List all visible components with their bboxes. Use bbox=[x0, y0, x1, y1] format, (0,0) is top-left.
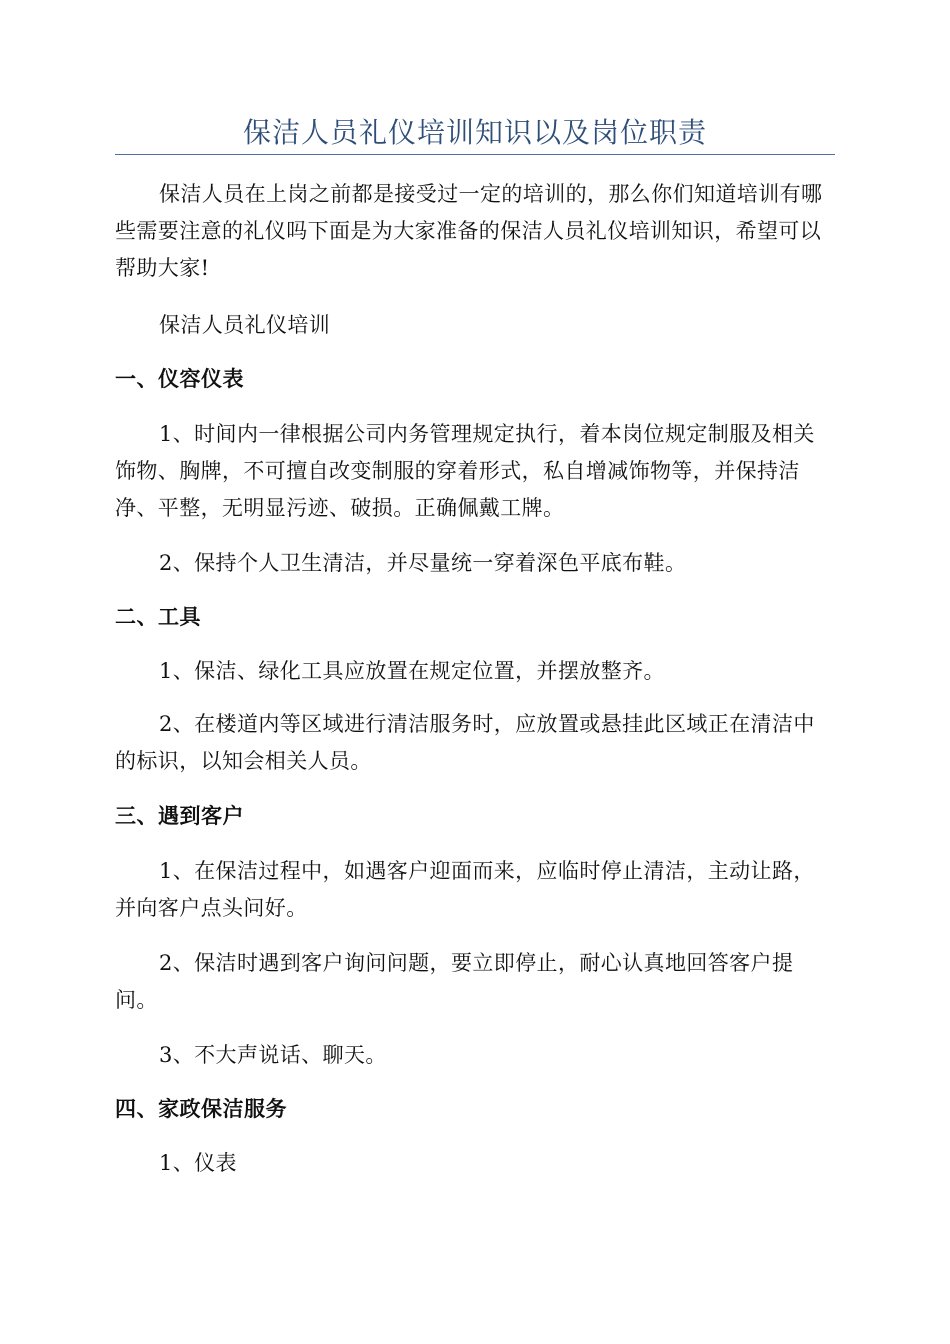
section-item: 1、保洁、绿化工具应放置在规定位置，并摆放整齐。 bbox=[159, 659, 665, 683]
intro-paragraph: 保洁人员在上岗之前都是接受过一定的培训的，那么你们知道培训有哪些需要注意的礼仪吗下面是为大家准备的保洁人员礼仪培训知识，希望可以帮助大家! bbox=[115, 182, 823, 280]
section-heading-tools: 二、工具 bbox=[115, 605, 201, 629]
subtitle: 保洁人员礼仪培训 bbox=[159, 313, 331, 337]
section-item: 1、仪表 bbox=[159, 1151, 237, 1175]
section-item: 2、保持个人卫生清洁，并尽量统一穿着深色平底布鞋。 bbox=[159, 551, 687, 575]
section-item: 3、不大声说话、聊天。 bbox=[159, 1043, 387, 1067]
section-heading-customers: 三、遇到客户 bbox=[115, 804, 244, 828]
section-item: 2、在楼道内等区域进行清洁服务时，应放置或悬挂此区域正在清洁中的标识，以知会相关人员。 bbox=[115, 712, 815, 773]
section-item: 2、保洁时遇到客户询问问题，要立即停止，耐心认真地回答客户提问。 bbox=[115, 951, 794, 1012]
title-underline bbox=[115, 154, 835, 155]
section-heading-appearance: 一、仪容仪表 bbox=[115, 367, 244, 391]
section-item: 1、在保洁过程中，如遇客户迎面而来，应临时停止清洁，主动让路，并向客户点头问好。 bbox=[115, 859, 815, 920]
section-item: 1、时间内一律根据公司内务管理规定执行，着本岗位规定制服及相关饰物、胸牌，不可擅自改变制服的穿着形式，私自增减饰物等，并保持洁净、平整，无明显污迹、破损。正确佩戴工牌。 bbox=[115, 422, 815, 520]
document-title: 保洁人员礼仪培训知识以及岗位职责 bbox=[242, 116, 707, 149]
section-heading-housekeeping: 四、家政保洁服务 bbox=[115, 1097, 287, 1121]
